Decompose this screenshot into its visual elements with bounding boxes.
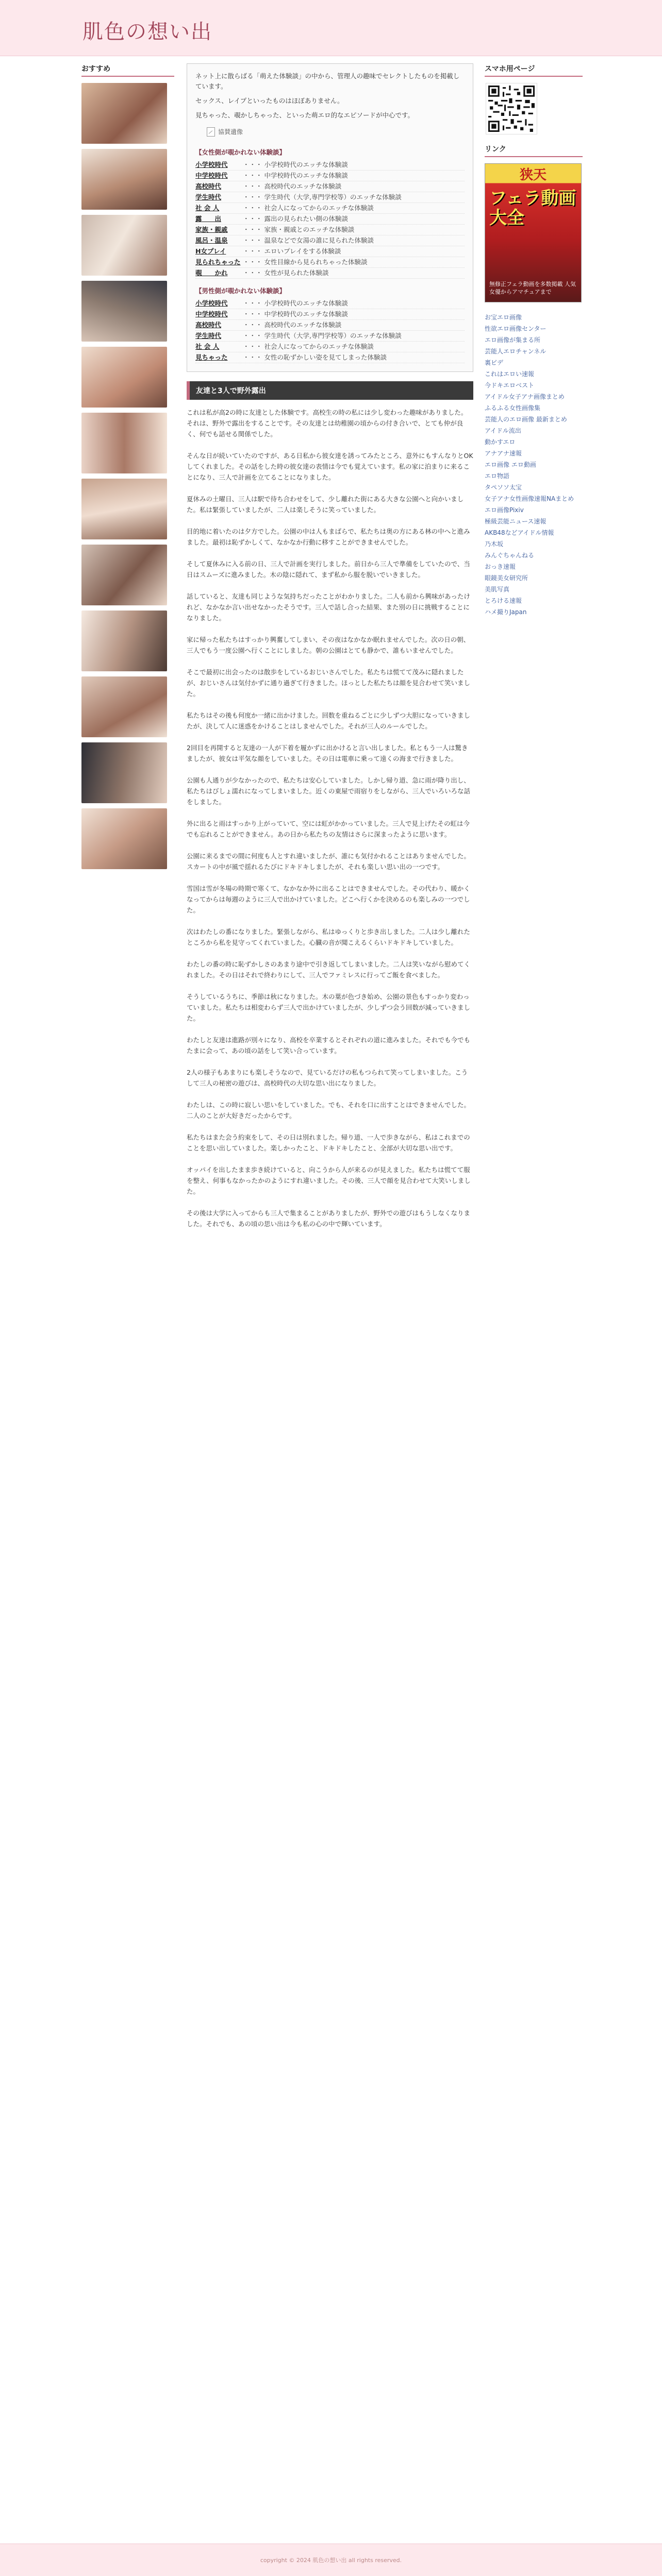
- category-row: [195, 181, 465, 192]
- category-link[interactable]: 高校時代: [195, 182, 222, 190]
- intro-text: ネット上に散らばる「萌えた体験談」の中から、管理人の趣味でセレクトしたものを掲載しています。: [195, 72, 460, 90]
- link-list: [485, 312, 583, 618]
- category-row: [195, 331, 465, 342]
- link-item: [485, 516, 583, 527]
- category-description: ・・・ 中学校時代のエッチな体験談: [243, 310, 348, 318]
- story-paragraph: オッパイを出したまま歩き続けていると、向こうから人が来るのが見えました。私たちは慌てて服を整え、何事もなかったかのようにすれ違いました。その後、三人で顔を見合わせて大笑いしました。: [187, 1166, 471, 1195]
- category-description: ・・・ 女性が見られた体験談: [243, 269, 329, 277]
- link-item-anchor[interactable]: タペソソ太宝: [485, 484, 522, 491]
- link-item: [485, 334, 583, 346]
- story-paragraph: わたしの番の時に恥ずかしさのあまり途中で引き返してしまいました。二人は笑いながら慰めてくれました。その日はそれで終わりにして、三人でファミレスに行ってご飯を食べました。: [187, 960, 471, 979]
- category-link[interactable]: 覗 かれ: [195, 269, 228, 277]
- category-link[interactable]: 見られちゃった: [195, 258, 241, 266]
- category-row: [195, 298, 465, 309]
- female-category-list: [195, 160, 465, 279]
- category-link[interactable]: 見ちゃった: [195, 353, 228, 361]
- link-item: [485, 504, 583, 516]
- link-item-anchor[interactable]: ふるふる女性画像集: [485, 404, 541, 412]
- category-description: ・・・ 学生時代（大学,専門学校等）のエッチな体験談: [243, 332, 402, 340]
- category-link[interactable]: 学生時代: [195, 332, 222, 340]
- link-item-anchor[interactable]: みんぐちゃんねる: [485, 552, 535, 559]
- story-paragraph: 家に帰った私たちはすっかり興奮してしまい、その夜はなかなか眠れませんでした。次の日の朝、三人でもう一度公園へ行くことにしました。朝の公園はとても静かで、誰もいませんでした。: [187, 636, 470, 654]
- main-column: [187, 63, 473, 1240]
- category-row: [195, 171, 465, 181]
- category-link[interactable]: 高校時代: [195, 321, 222, 329]
- link-item-anchor[interactable]: 性欲エロ画像センター: [485, 325, 547, 332]
- category-description: ・・・ 高校時代のエッチな体験談: [243, 182, 342, 190]
- recommend-heading: おすすめ: [81, 63, 174, 77]
- recommend-thumbnail[interactable]: [81, 347, 167, 408]
- story-paragraph: 雪国は雪が冬場の時期で寒くて、なかなか外に出ることはできませんでした。その代わり、暖かくなってからは毎週のように三人で出かけていました。どこへ行くかを決めるのも楽しみの一つでした。: [187, 885, 470, 914]
- link-item: [485, 550, 583, 561]
- link-item: [485, 436, 583, 448]
- category-description: ・・・ 温泉などで女湯の誰に見られた体験談: [243, 236, 374, 244]
- intro-text: セックス、レイプといったものはほぼありません。: [195, 97, 344, 105]
- story-paragraph: これは私が高2の時に友達とした体験です。高校生の時の私には少し変わった趣味がありました。それは、野外で露出をすることです。その友達とは幼稚園の頃からの付き合いで、とても仲が良く、何でも話せる関係でした。: [187, 409, 468, 438]
- link-item-anchor[interactable]: 眼鏡美女研究所: [485, 574, 528, 582]
- intro-text: 見ちゃった、覗かしちゃった、といった萌エロ的なエピソードが中心です。: [195, 111, 415, 119]
- category-link[interactable]: 小学校時代: [195, 161, 228, 168]
- category-description: ・・・ 学生時代（大学,専門学校等）のエッチな体験談: [243, 193, 402, 201]
- link-item: [485, 527, 583, 538]
- link-item: [485, 346, 583, 357]
- broken-image-icon: [207, 127, 215, 137]
- story-paragraph: そして夏休みに入る前の日、三人で計画を実行しました。前日から三人で準備をしていたので、当日はスムーズに進みました。木の陰に隠れて、まず私から服を脱いでいきました。: [187, 560, 470, 579]
- link-item-anchor[interactable]: お宝エロ画像: [485, 314, 522, 321]
- story-paragraph: 外に出ると雨はすっかり上がっていて、空には虹がかかっていました。三人で見上げたその虹は今でも忘れることができません。あの日から私たちの友情はさらに深まったように思います。: [187, 820, 470, 838]
- story-paragraph: そこで最初に出会ったのは散歩をしているおじいさんでした。私たちは慌てて茂みに隠れましたが、おじいさんは気付かずに通り過ぎて行きました。ほっとした私たちは顔を見合わせて笑いました。: [187, 668, 471, 698]
- male-list-heading: 【男性側が覗かれない体験談】: [195, 287, 286, 295]
- page-body: [0, 56, 662, 2576]
- category-description: ・・・ エロいプレイをする体験談: [243, 247, 341, 255]
- link-item: [485, 323, 583, 334]
- link-item-anchor[interactable]: アナアナ速報: [485, 450, 522, 457]
- recommend-thumbnail[interactable]: [81, 479, 167, 539]
- banner-main-text: フェラ動画大全: [489, 188, 576, 228]
- category-link[interactable]: 小学校時代: [195, 299, 228, 307]
- link-item: [485, 448, 583, 459]
- link-item-anchor[interactable]: エロ画像 エロ動画: [485, 461, 536, 468]
- category-row: [195, 235, 465, 246]
- category-description: ・・・ 女性の恥ずかしい姿を見てしまった体験談: [243, 353, 387, 361]
- link-item: [485, 380, 583, 391]
- link-item: [485, 425, 583, 436]
- category-description: ・・・ 女性目線から見られちゃった体験談: [243, 258, 368, 266]
- qr-code-graphic: [488, 86, 535, 132]
- link-item: [485, 391, 583, 402]
- site-footer: [0, 2544, 662, 2576]
- link-item: [485, 312, 583, 323]
- link-item-anchor[interactable]: AKB48などアイドル情報: [485, 529, 554, 536]
- link-item-anchor[interactable]: 動かすエロ: [485, 438, 516, 446]
- category-row: [195, 342, 465, 352]
- category-row: [195, 320, 465, 331]
- link-item-anchor[interactable]: ハメ撮りJapan: [485, 608, 527, 616]
- recommend-thumbnail[interactable]: [81, 281, 167, 342]
- recommend-thumbnail[interactable]: [81, 742, 167, 803]
- category-description: ・・・ 露出の見られたい側の体験談: [243, 215, 348, 223]
- category-description: ・・・ 小学校時代のエッチな体験談: [243, 299, 348, 307]
- category-link[interactable]: 学生時代: [195, 193, 222, 201]
- link-item: [485, 459, 583, 470]
- recommend-thumbnail[interactable]: [81, 413, 167, 473]
- link-item-anchor[interactable]: 芸能人エロチャンネル: [485, 348, 547, 355]
- link-item: [485, 538, 583, 550]
- link-item-anchor[interactable]: アイドル女子アナ画像まとめ: [485, 393, 565, 400]
- category-description: ・・・ 社会人になってからのエッチな体験談: [243, 343, 374, 350]
- category-row: [195, 160, 465, 171]
- link-item: [485, 482, 583, 493]
- category-link[interactable]: 風呂・温泉: [195, 236, 228, 244]
- story-paragraph: 夏休みの土曜日、三人は駅で待ち合わせをして、少し離れた街にある大きな公園へと向かいました。私は緊張していましたが、二人は楽しそうに笑っていました。: [187, 495, 464, 514]
- category-row: [195, 309, 465, 320]
- link-item: [485, 402, 583, 414]
- female-list-heading: 【女性側が覗かれない体験談】: [195, 148, 286, 156]
- left-sidebar: [81, 63, 174, 874]
- category-description: ・・・ 中学校時代のエッチな体験談: [243, 172, 348, 179]
- intro-box: [187, 63, 473, 372]
- story-paragraph: 2回目を再開すると友達の一人が下着を履かずに出かけると言い出しました。私ともう一人は驚きましたが、彼女は平気な顔をしていました。その日は電車に乗って遠くの海まで行きました。: [187, 744, 468, 762]
- article-body: [187, 407, 473, 1229]
- recommend-thumbnail[interactable]: [81, 83, 167, 144]
- link-item-anchor[interactable]: 乃木坂: [485, 540, 504, 548]
- link-item: [485, 414, 583, 425]
- recommend-thumbnail[interactable]: [81, 611, 167, 671]
- site-header: [0, 0, 662, 56]
- link-item: [485, 595, 583, 606]
- link-item-anchor[interactable]: 芸能人のエロ画像 最新まとめ: [485, 416, 567, 423]
- story-paragraph: わたしと友達は進路が別々になり、高校を卒業するとそれぞれの道に進みました。それでも今でもたまに会って、あの頃の話をして笑い合っています。: [187, 1036, 471, 1055]
- link-item-anchor[interactable]: エロ物語: [485, 472, 510, 480]
- link-item: [485, 368, 583, 380]
- article-title[interactable]: 友達と3人で野外露出: [187, 381, 473, 400]
- category-description: ・・・ 家族・親戚とのエッチな体験談: [243, 226, 355, 233]
- category-row: [195, 352, 465, 363]
- link-heading: リンク: [485, 144, 583, 157]
- story-paragraph: そうしているうちに、季節は秋になりました。木の葉が色づき始め、公園の景色もすっかり変わっていました。私たちは相変わらず三人で出かけていましたが、少しずつ会う回数が減っていきました。: [187, 993, 471, 1022]
- banner-sub-text: 無修正フェラ動画を多数掲載 人気女優からアマチュアまで: [489, 281, 576, 295]
- story-paragraph: 私たちはその後も何度か一緒に出かけました。回数を重ねるごとに少しずつ大胆になっていきましたが、決して人に迷惑をかけることはしませんでした。それが三人のルールでした。: [187, 711, 471, 730]
- recommend-thumbnail[interactable]: [81, 215, 167, 276]
- story-paragraph: 目的地に着いたのは夕方でした。公園の中は人もまばらで、私たちは奥の方にある林の中へと進みました。最初は恥ずかしくて、なかなか行動に移すことができませんでした。: [187, 528, 470, 546]
- story-paragraph: 次はわたしの番になりました。緊張しながら、私はゆっくりと歩き出しました。二人は少し離れたところから私を見守ってくれていました。心臓の音が聞こえるくらいドキドキしていました。: [187, 928, 470, 946]
- story-paragraph: 話していると、友達も同じような気持ちだったことがわかりました。二人も前から興味があったけれど、なかなか言い出せなかったそうです。三人で話し合った結果、また別の日に挑戦することになりました。: [187, 592, 470, 622]
- recommend-thumbnail[interactable]: [81, 545, 167, 605]
- category-link[interactable]: 中学校時代: [195, 172, 228, 179]
- category-row: [195, 225, 465, 235]
- banner-top-text: 狭天: [519, 167, 547, 183]
- recommend-thumbnail[interactable]: [81, 149, 167, 210]
- link-item-anchor[interactable]: 今ドキエロベスト: [485, 382, 535, 389]
- category-description: ・・・ 社会人になってからのエッチな体験談: [243, 204, 374, 212]
- story-paragraph: 2人の様子もあまりにも楽しそうなので、見ているだけの私もつられて笑ってしまいました。こうして三人の秘密の遊びは、高校時代の大切な思い出になりました。: [187, 1069, 468, 1087]
- link-item: [485, 584, 583, 595]
- link-item-anchor[interactable]: 女子アナ女性画像速報NAまとめ: [485, 495, 574, 502]
- link-item-anchor[interactable]: アイドル流出: [485, 427, 521, 434]
- mobile-heading: スマホ用ページ: [485, 63, 583, 77]
- sponsor-image[interactable]: [207, 127, 243, 137]
- link-item: [485, 470, 583, 482]
- link-item: [485, 561, 583, 572]
- link-item-anchor[interactable]: おっき速報: [485, 563, 516, 570]
- category-row: [195, 246, 465, 257]
- category-row: [195, 268, 465, 279]
- site-title[interactable]: 肌色の想い出: [82, 20, 212, 44]
- category-link[interactable]: 社 会 人: [195, 343, 220, 350]
- story-paragraph: その後は大学に入ってからも三人で集まることがありましたが、野外での遊びはもうしなくなりました。それでも、あの頃の思い出は今も私の心の中で輝いています。: [187, 1209, 471, 1228]
- qr-code: [486, 83, 537, 134]
- category-link[interactable]: 社 会 人: [195, 204, 220, 212]
- recommend-thumbnail[interactable]: [81, 676, 167, 737]
- sponsor-image-label: 協賛遺像: [218, 128, 243, 135]
- link-item-anchor[interactable]: エロ画像が集まる所: [485, 336, 541, 344]
- category-link[interactable]: 露 出: [195, 215, 222, 223]
- category-row: [195, 214, 465, 225]
- story-paragraph: わたしは、この時に寂しい思いをしていました。でも、それを口に出すことはできませんでした。二人のことが大好きだったからです。: [187, 1101, 471, 1120]
- link-item-anchor[interactable]: これはエロい速報: [485, 370, 535, 378]
- story-paragraph: 公園も人通りが少なかったので、私たちは安心していました。しかし帰り道、急に雨が降り出し、私たちはびしょ濡れになってしまいました。近くの東屋で雨宿りをしながら、三人でいろいろな話をしました。: [187, 776, 471, 806]
- link-item: [485, 606, 583, 618]
- ad-banner[interactable]: [485, 163, 582, 302]
- story-paragraph: 私たちはまた会う約束をして、その日は別れました。帰り道、一人で歩きながら、私はこれまでのことを思い出していました。楽しかったこと、ドキドキしたこと、全部が大切な思い出です。: [187, 1133, 470, 1152]
- category-description: ・・・ 小学校時代のエッチな体験談: [243, 161, 348, 168]
- category-link[interactable]: 中学校時代: [195, 310, 228, 318]
- category-link[interactable]: 家族・親戚: [195, 226, 228, 233]
- link-item: [485, 572, 583, 584]
- link-item-anchor[interactable]: エロ画像Pixiv: [485, 506, 524, 514]
- category-row: [195, 203, 465, 214]
- recommend-thumbnail[interactable]: [81, 808, 167, 869]
- category-link[interactable]: H女プレイ: [195, 247, 226, 255]
- male-category-list: [195, 298, 465, 363]
- link-item-anchor[interactable]: 極級芸能ニュース速報: [485, 518, 547, 525]
- category-row: [195, 257, 465, 268]
- link-item: [485, 493, 583, 504]
- category-row: [195, 192, 465, 203]
- copyright-text: copyright © 2024 肌色の想い出 all rights reserved.: [260, 2557, 402, 2564]
- link-item-anchor[interactable]: 美肌写真: [485, 586, 510, 593]
- story-paragraph: そんな日が続いていたのですが、ある日私から彼女達を誘ってみたところ、意外にもすんなりとOKしてくれました。その話をした時の彼女達の表情は今でも覚えています。私の家に泊まりに来ることになり、三人で計画を立てることになりました。: [187, 452, 473, 481]
- link-item-anchor[interactable]: とろける速報: [485, 597, 522, 604]
- story-paragraph: 公園に来るまでの間に何度も人とすれ違いましたが、誰にも気付かれることはありませんでした。スカートの中が風で揺れるたびにドキドキしましたが、それも楽しい思い出の一つです。: [187, 852, 471, 871]
- link-item-anchor[interactable]: 裏ビデ: [485, 359, 504, 366]
- right-sidebar: [485, 63, 583, 618]
- link-item: [485, 357, 583, 368]
- category-description: ・・・ 高校時代のエッチな体験談: [243, 321, 342, 329]
